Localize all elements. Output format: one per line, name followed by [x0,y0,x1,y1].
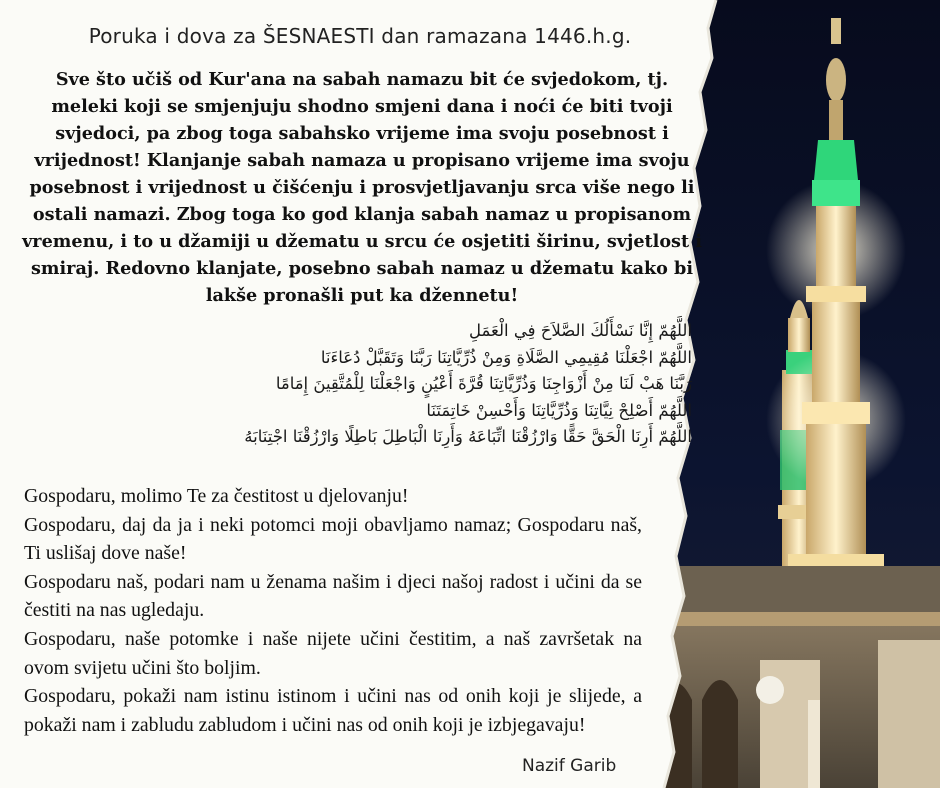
arabic-line: رَبَّنَا هَبْ لَنَا مِنْ أَزْوَاجِنَا وَذُرِّيَّاتِنَا قُرَّةَ أَعْيُنٍ وَاجْعَلْنَا لِلْمُتَّقِينَ إِمَامًا [275,374,692,393]
arabic-line: اللَّهُمّ أَرِنَا الْحَقَّ حَقًّا وَارْزُقْنَا اتِّبَاعَهُ وَأَرِنَا الْبَاطِلَ بَاطِلًا وَارْزُقْنَا اجْتِنَابَهُ [244,427,692,446]
arabic-dua [40,318,692,451]
arabic-line: اللَّهُمّ إِنَّا نَسْأَلُكَ الصَّلاَحَ فِي الْعَمَلِ [468,321,692,340]
arabic-line: اللَّهُمّ أَصْلِحْ نِيَّاتِنَا وَذُرِّيَّاتِنَا وَأَحْسِنْ خَاتِمَتَنَا [426,400,692,420]
arabic-line: اللَّهُمّ اجْعَلْنَا مُقِيمِي الصَّلَاةِ وَمِنْ ذُرِّيَّاتِنَا رَبَّنَا وَتَقَبَّلْ دُعَاءَنَا [320,347,692,367]
intro-paragraph: Sve što učiš od Kur'ana na sabah namazu bit će svjedokom, tj. meleki koji se smjenjuju shodno smjeni dana i noći će biti tvoji svjedoci, pa zbog toga sabahsko vrijeme ima svoju posebnost i vrijednost! Klanjanje sabah namaza u propisano vrijeme ima svoju posebnost i vrijednost u čišćenju i prosvjetljavanju srca više nego li ostali namazi. Zbog toga ko god klanja sabah namaz u propisanom vremenu, i to u džamiji u džematu u srcu će osjetiti širinu, svjetlost i smiraj. Redovno klanjate, posebno sabah namaz u džematu kako bi lakše pronašli put ka džennetu! [22,69,702,306]
translation-line: Gospodaru naš, podari nam u ženama našim i djeci našoj radost i učini da se čestiti na nas ugledaju. [24,570,642,622]
translation-line: Gospodaru, pokaži nam istinu istinom i učini nas od onih koji je slijede, a pokaži nam i zabludu zabludom i učini nas od onih koji je izbjegavaju! [24,685,642,736]
page-title: Poruka i dova za ŠESNAESTI dan ramazana 1446.h.g. [88,24,632,48]
translation-line: Gospodaru, daj da ja i neki potomci moji obavljamo namaz; Gospodaru naš, Ti uslišaj dove naše! [24,513,642,565]
translation-line: Gospodaru, naše potomke i naše nijete učini čestitim, a naš završetak na ovom svijetu učini što boljim. [24,627,642,679]
translation-list [24,482,642,739]
author-signature: Nazif Garib [522,756,617,776]
translation-line: Gospodaru, molimo Te za čestitost u djelovanju! [24,485,409,507]
